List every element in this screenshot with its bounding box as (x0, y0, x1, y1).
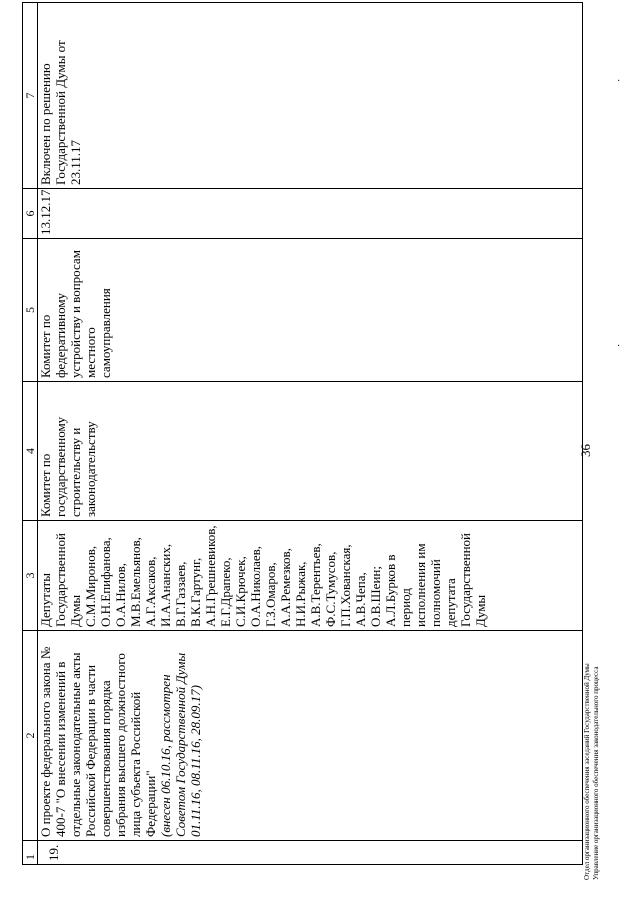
status-cell: Включен по решению Государственной Думы от 23.11.17 (38, 3, 583, 189)
date-cell: 13.12.17 (38, 189, 583, 239)
footer-line-1: Отдел организационного обеспечения заседаний Государственной Думы (583, 663, 591, 880)
table-row (38, 3, 583, 865)
column-number: 4 (23, 382, 38, 521)
responsible-committee: Комитет по государственному строительству и законодательству (38, 382, 583, 521)
authors-list: Депутаты Государственной Думы С.М.Миронов, О.Н.Епифанова, О.А.Нилов, М.В.Емельянов, А.Г.Аксаков, И.А.Ананских, В.Г.Газзаев, В.К.Гартунг, А.Н.Грешневиков, Е.Г.Драпеко, С.И.Крючек, О.А.Николаев, Г.З.Омаров, А.А.Ремезков, Н.И.Рыжак, А.В.Терентьев, Ф.С.Тумусов, Г.П.Хованская, А.В.Чепа, О.В.Шеин; А.Л.Бурков в период исполнения им полномочий депутата Государственной Думы (38, 525, 488, 627)
column-number: 5 (23, 239, 38, 382)
column-number: 1 (23, 841, 38, 865)
bill-title-cell (38, 631, 583, 841)
column-number: 6 (23, 189, 38, 239)
row-number: 19. (38, 841, 583, 865)
bill-title: О проекте федерального закона № 400-7 "О внесении изменений в отдельные законодательные акты Российской Федерации в части совершенствования порядка избрания высшего должностного лица субъекта Российской Федерации" (38, 646, 158, 837)
column-number: 2 (23, 631, 38, 841)
bill-note: (внесен 06.10.16, рассмотрен Советом Государственной Думы 01.11.16, 08.11.16, 28.09.17) (158, 652, 203, 837)
scan-dot: · (617, 76, 621, 87)
bills-table (22, 2, 583, 865)
authors-cell (38, 521, 583, 631)
co-committee: Комитет по федеративному устройству и вопросам местного самоуправления (38, 239, 583, 382)
column-number: 7 (23, 3, 38, 189)
footer-line-2: Управление организационного обеспечения законодательного процесса (592, 666, 600, 880)
scan-dot: · (617, 341, 621, 352)
column-number-row (23, 3, 38, 865)
column-number: 3 (23, 521, 38, 631)
page-number: 36 (578, 444, 593, 457)
